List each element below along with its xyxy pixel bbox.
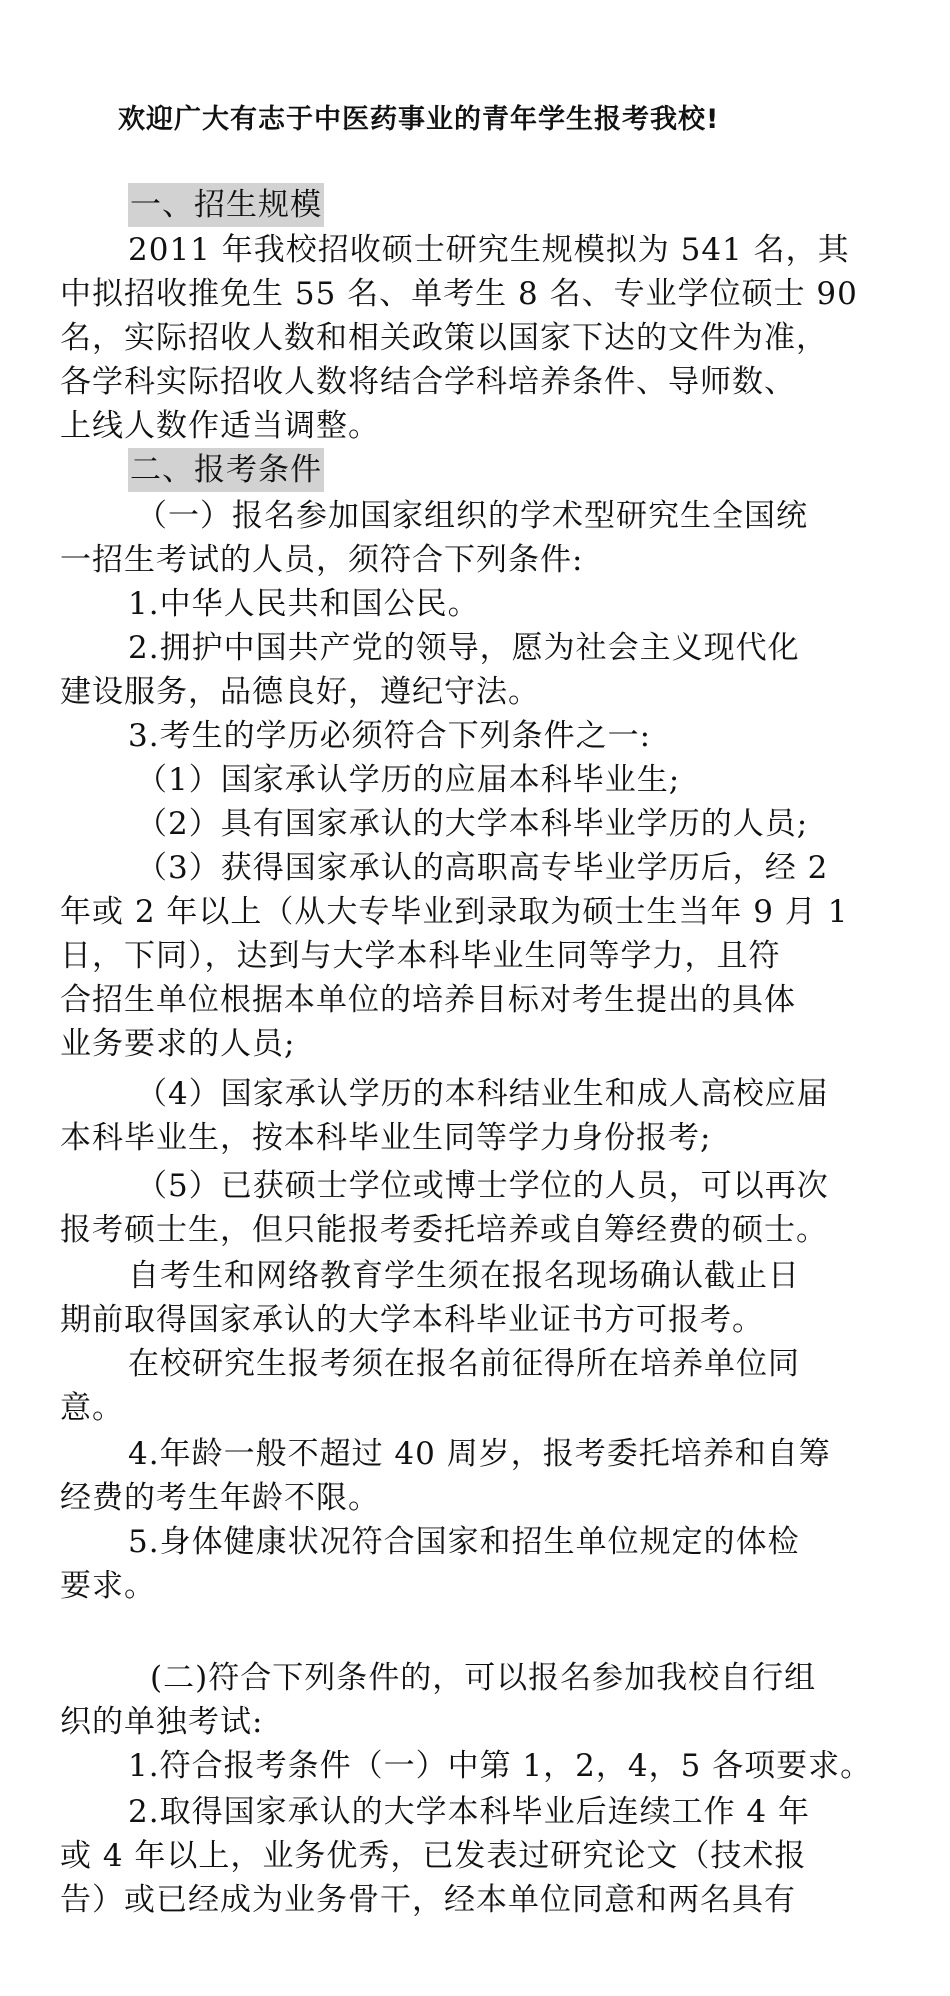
list-item: （4）国家承认学历的本科结业生和成人高校应届 — [136, 1076, 829, 1112]
list-item: 4.年龄一般不超过 40 周岁，报考委托培养和自筹 — [128, 1436, 831, 1472]
paragraph-line: 年或 2 年以上（从大专毕业到录取为硕士生当年 9 月 1 — [60, 894, 849, 930]
paragraph-line: 告）或已经成为业务骨干，经本单位同意和两名具有 — [60, 1882, 796, 1918]
paragraph-line: 合招生单位根据本单位的培养目标对考生提出的具体 — [60, 982, 796, 1018]
paragraph-line: 意。 — [60, 1390, 124, 1426]
list-item: （3）获得国家承认的高职高专毕业学历后，经 2 — [136, 850, 829, 886]
paragraph-line: 建设服务，品德良好，遵纪守法。 — [60, 674, 540, 710]
paragraph-line: 2011 年我校招收硕士研究生规模拟为 541 名，其 — [128, 232, 850, 268]
paragraph-line: 要求。 — [60, 1568, 156, 1604]
list-item: 2.拥护中国共产党的领导，愿为社会主义现代化 — [128, 630, 800, 666]
list-item: （1）国家承认学历的应届本科毕业生; — [136, 762, 681, 798]
paragraph-line: 各学科实际招收人数将结合学科培养条件、导师数、 — [60, 364, 796, 400]
paragraph-line: 日，下同），达到与大学本科毕业生同等学力，且符 — [60, 938, 781, 974]
paragraph-line: 一招生考试的人员，须符合下列条件: — [60, 542, 584, 578]
paragraph-line: 在校研究生报考须在报名前征得所在培养单位同 — [128, 1346, 800, 1382]
paragraph-line: 名，实际招收人数和相关政策以国家下达的文件为准， — [60, 320, 828, 356]
paragraph-line: 自考生和网络教育学生须在报名现场确认截止日 — [128, 1258, 800, 1294]
paragraph-line: 织的单独考试: — [60, 1704, 264, 1740]
list-item: 2.取得国家承认的大学本科毕业后连续工作 4 年 — [128, 1794, 811, 1830]
paragraph-line: 期前取得国家承认的大学本科毕业证书方可报考。 — [60, 1302, 764, 1338]
paragraph-line: （一）报名参加国家组织的学术型研究生全国统 — [136, 498, 808, 534]
paragraph-line: 报考硕士生，但只能报考委托培养或自筹经费的硕士。 — [60, 1212, 828, 1248]
list-item: （2）具有国家承认的大学本科毕业学历的人员; — [136, 806, 809, 842]
list-item: 3.考生的学历必须符合下列条件之一: — [128, 718, 652, 754]
paragraph-line: 本科毕业生，按本科毕业生同等学力身份报考; — [60, 1120, 712, 1156]
section-heading-eligibility: 二、报考条件 — [128, 448, 324, 492]
list-item: 5.身体健康状况符合国家和招生单位规定的体检 — [128, 1524, 800, 1560]
section-heading-enrollment-scale: 一、招生规模 — [128, 183, 324, 227]
list-item: 1.符合报考条件（一）中第 1，2，4，5 各项要求。 — [128, 1748, 873, 1784]
paragraph-line: 或 4 年以上，业务优秀，已发表过研究论文（技术报 — [60, 1838, 807, 1874]
paragraph-line: 中拟招收推免生 55 名、单考生 8 名、专业学位硕士 90 — [60, 276, 858, 312]
paragraph-line: 上线人数作适当调整。 — [60, 408, 380, 444]
subsection-heading: (二)符合下列条件的，可以报名参加我校自行组 — [150, 1660, 817, 1696]
list-item: （5）已获硕士学位或博士学位的人员，可以再次 — [136, 1168, 829, 1204]
paragraph-line: 经费的考生年龄不限。 — [60, 1480, 380, 1516]
document-title: 欢迎广大有志于中医药事业的青年学生报考我校! — [118, 104, 720, 135]
paragraph-line: 业务要求的人员; — [60, 1026, 296, 1062]
list-item: 1.中华人民共和国公民。 — [128, 586, 480, 622]
